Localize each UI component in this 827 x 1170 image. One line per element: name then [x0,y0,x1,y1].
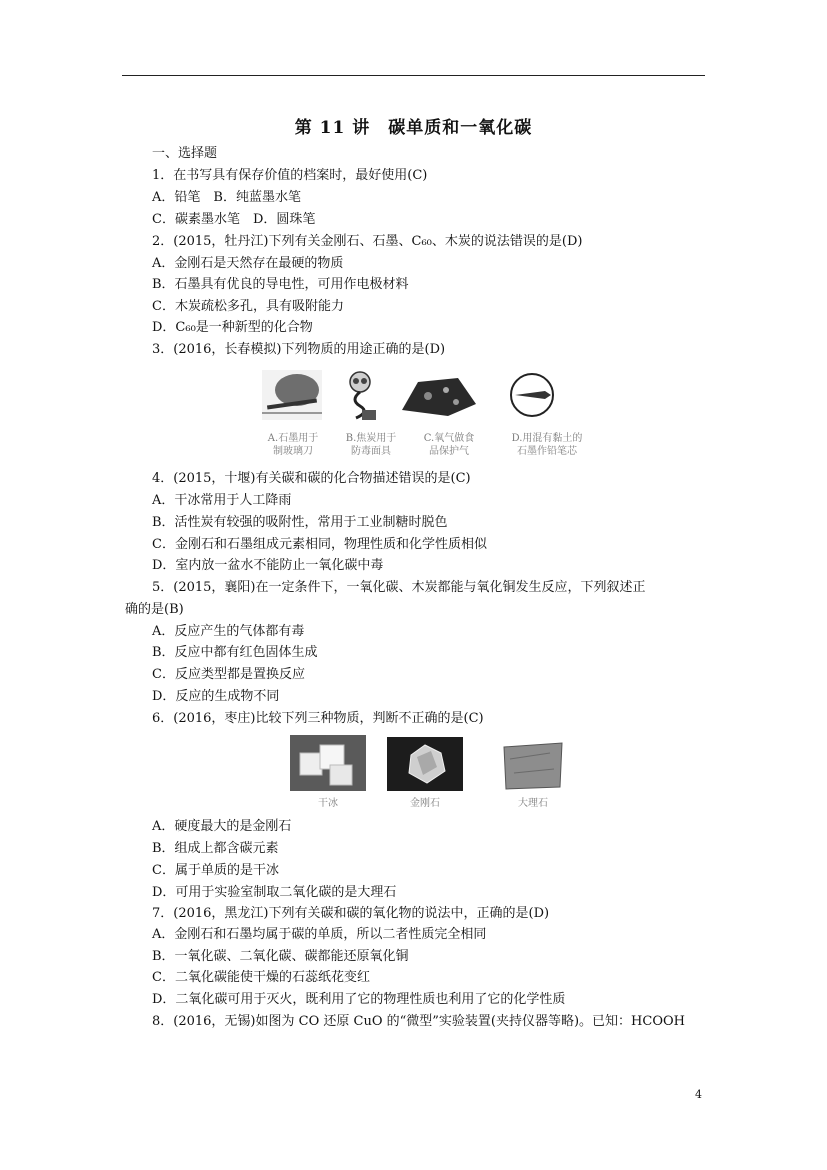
q7-option-a: A．金刚石和石墨均属于碳的单质，所以二者性质完全相同 [152,927,487,942]
q3-image-gas-mask [342,370,378,420]
q3-caption-a: A.石墨用于 制玻璃刀 [267,433,319,457]
q5-option-c: C．反应类型都是置换反应 [152,667,305,682]
q4-option-d: D．室内放一盆水不能防止一氧化碳中毒 [152,558,384,573]
q6-image-dry-ice [290,735,366,791]
q6-option-b: B．组成上都含碳元素 [152,841,279,856]
question-4: 4．(2015，十堰)有关碳和碳的化合物描述错误的是(C) [152,471,471,486]
q2-option-b: B．石墨具有优良的导电性，可用作电极材料 [152,277,409,292]
q4-option-a: A．干冰常用于人工降雨 [152,493,292,508]
q3-caption-c: C.氧气做食 品保护气 [423,433,475,457]
q3-image-food-packaging [398,374,480,418]
page-number: 4 [695,1088,702,1101]
header-rule [122,75,705,76]
q5-option-a: A．反应产生的气体都有毒 [152,624,305,639]
q7-option-d: D．二氧化碳可用于灭火，既利用了它的物理性质也利用了它的化学性质 [152,992,566,1007]
section-heading: 一、选择题 [152,146,218,161]
q6-image-marble [500,739,566,791]
q4-option-b: B．活性炭有较强的吸附性，常用于工业制糖时脱色 [152,515,448,530]
q1-options-ab: A．铅笔 B．纯蓝墨水笔 [152,190,301,205]
q4-option-c: C．金刚石和石墨组成元素相同，物理性质和化学性质相似 [152,537,487,552]
q2-option-c: C．木炭疏松多孔，具有吸附能力 [152,299,344,314]
page-title: 第 11 讲 碳单质和一氧化碳 [294,118,533,138]
q6-caption-diamond: 金刚石 [410,798,440,809]
q6-caption-marble: 大理石 [518,798,548,809]
question-7: 7．(2016，黑龙江)下列有关碳和碳的氧化物的说法中，正确的是(D) [152,906,550,921]
q3-image-pencil [505,372,559,418]
q6-option-d: D．可用于实验室制取二氧化碳的是大理石 [152,885,397,900]
q6-option-a: A．硬度最大的是金刚石 [152,819,292,834]
q7-option-c: C．二氧化碳能使干燥的石蕊纸花变红 [152,970,370,985]
question-5-cont: 确的是(B) [125,602,184,617]
question-6: 6．(2016，枣庄)比较下列三种物质，判断不正确的是(C) [152,711,484,726]
q5-option-b: B．反应中都有红色固体生成 [152,645,318,660]
q1-options-cd: C．碳素墨水笔 D．圆珠笔 [152,212,316,227]
question-8: 8．(2016，无锡)如图为 CO 还原 CuO 的“微型”实验装置(夹持仪器等略)。已知：HCOOH [152,1014,685,1029]
q3-caption-d: D.用混有黏土的 石墨作铅笔芯 [511,433,583,457]
q3-image-graphite-glass-cutter [262,370,322,420]
q2-option-a: A．金刚石是天然存在最硬的物质 [152,256,344,271]
q5-option-d: D．反应的生成物不同 [152,689,280,704]
question-3: 3．(2016，长春模拟)下列物质的用途正确的是(D) [152,342,446,357]
q2-option-d: D．C₆₀是一种新型的化合物 [152,320,313,335]
question-2: 2．(2015，牡丹江)下列有关金刚石、石墨、C₆₀、木炭的说法错误的是(D) [152,234,583,249]
q6-option-c: C．属于单质的是干冰 [152,863,279,878]
q6-caption-dry-ice: 干冰 [318,798,338,809]
question-5: 5．(2015，襄阳)在一定条件下，一氧化碳、木炭都能与氧化铜发生反应，下列叙述正 [152,580,646,595]
q7-option-b: B．一氧化碳、二氧化碳、碳都能还原氧化铜 [152,949,409,964]
question-1: 1．在书写具有保存价值的档案时，最好使用(C) [152,168,428,183]
q6-image-diamond [387,737,463,791]
q3-caption-b: B.焦炭用于 防毒面具 [345,433,397,457]
